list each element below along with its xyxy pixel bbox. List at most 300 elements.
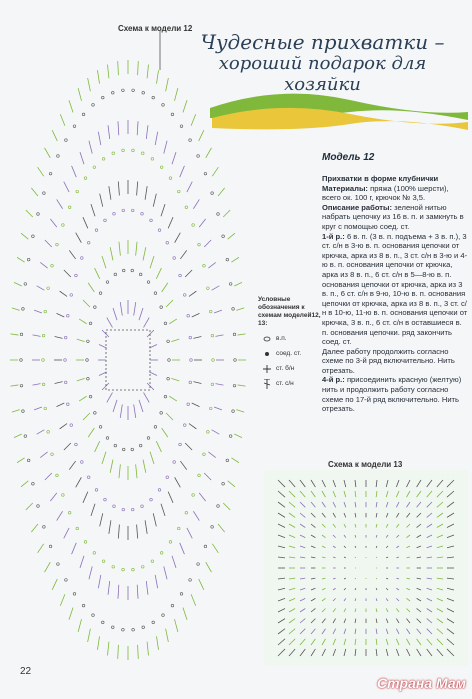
stitch-mark bbox=[226, 459, 229, 462]
stitch-mark bbox=[22, 308, 25, 311]
stitch-mark bbox=[84, 177, 87, 180]
stitch-mark bbox=[197, 155, 200, 158]
stitch-mark bbox=[132, 89, 135, 92]
stitch-mark bbox=[89, 141, 92, 154]
stitch-mark bbox=[76, 477, 82, 487]
stitch-mark bbox=[386, 535, 388, 538]
stitch-mark bbox=[189, 381, 192, 384]
stitch-mark bbox=[98, 132, 100, 145]
stitch-mark bbox=[155, 575, 157, 588]
stitch-mark bbox=[344, 524, 346, 528]
stitch-mark bbox=[344, 578, 346, 579]
stitch-mark bbox=[122, 508, 125, 511]
stitch-mark bbox=[355, 578, 356, 579]
stitch-mark bbox=[49, 172, 52, 175]
stitch-mark bbox=[64, 443, 71, 450]
stitch-mark bbox=[139, 400, 143, 412]
stitch-mark bbox=[51, 453, 54, 456]
stitch-mark bbox=[169, 319, 177, 324]
stitch-mark bbox=[427, 639, 432, 645]
stitch-mark bbox=[152, 621, 155, 624]
stitch-mark bbox=[344, 480, 346, 487]
stitch-mark bbox=[344, 598, 346, 601]
stitch-mark bbox=[322, 578, 326, 579]
stitch-mark bbox=[173, 461, 176, 464]
stitch-mark bbox=[289, 619, 295, 623]
stitch-mark bbox=[207, 431, 210, 434]
stitch-mark bbox=[437, 608, 443, 612]
stitch-mark bbox=[12, 410, 20, 412]
stitch-mark bbox=[139, 273, 142, 276]
stitch-mark bbox=[118, 182, 119, 196]
stitch-mark bbox=[193, 199, 199, 208]
stitch-mark bbox=[168, 217, 173, 228]
stitch-mark bbox=[204, 545, 207, 548]
stitch-mark bbox=[104, 498, 107, 501]
stitch-mark bbox=[141, 566, 144, 569]
stitch-mark bbox=[45, 240, 52, 247]
page-number: 22 bbox=[20, 666, 32, 677]
legend-label-double: ст. с/н bbox=[276, 380, 294, 387]
stitch-mark bbox=[199, 493, 205, 501]
stitch-mark bbox=[300, 578, 305, 579]
stitch-mark bbox=[406, 578, 410, 579]
stitch-mark bbox=[146, 125, 148, 139]
stitch-mark bbox=[64, 270, 71, 277]
stitch-mark bbox=[175, 477, 181, 487]
stitch-mark bbox=[64, 182, 69, 192]
stitch-mark bbox=[102, 560, 105, 563]
stitch-mark bbox=[137, 585, 138, 599]
stitch-mark bbox=[64, 359, 67, 362]
stitch-mark bbox=[166, 413, 173, 420]
stitch-mark bbox=[437, 649, 443, 656]
stitch-mark bbox=[93, 552, 96, 555]
stitch-mark bbox=[139, 444, 142, 447]
stitch-mark bbox=[396, 502, 399, 507]
stitch-mark bbox=[189, 336, 192, 339]
stitch-mark bbox=[199, 579, 204, 590]
stitch-mark bbox=[150, 498, 153, 501]
stitch-mark bbox=[289, 491, 295, 497]
stitch-mark bbox=[173, 257, 176, 260]
stitch-mark bbox=[118, 585, 119, 599]
stitch-mark bbox=[376, 480, 377, 487]
legend-item-single bbox=[258, 364, 328, 374]
stitch-mark bbox=[234, 434, 242, 438]
stitch-mark bbox=[104, 219, 107, 222]
stitch-mark bbox=[406, 491, 410, 497]
stitch-mark bbox=[278, 535, 285, 538]
stitch-mark bbox=[386, 524, 388, 528]
stitch-mark bbox=[333, 557, 336, 558]
stitch-mark bbox=[232, 308, 235, 311]
stitch-mark bbox=[99, 372, 107, 376]
stitch-mark bbox=[75, 443, 78, 446]
row-4-label: 4-й р.: bbox=[322, 375, 345, 385]
stitch-mark bbox=[289, 629, 295, 634]
stitch-mark bbox=[64, 336, 67, 339]
stitch-mark bbox=[108, 581, 110, 595]
decorative-swoosh bbox=[210, 86, 468, 136]
stitch-mark bbox=[311, 524, 315, 528]
stitch-mark bbox=[447, 535, 454, 538]
stitch-mark bbox=[417, 629, 421, 634]
stitch-mark bbox=[406, 524, 410, 528]
stitch-mark bbox=[107, 318, 113, 328]
stitch-mark bbox=[99, 292, 102, 295]
stitch-mark bbox=[300, 619, 305, 623]
stitch-mark bbox=[311, 578, 315, 579]
stitch-mark bbox=[158, 489, 161, 492]
stitch-mark bbox=[149, 344, 157, 348]
stitch-mark bbox=[81, 461, 84, 464]
stitch-mark bbox=[355, 535, 356, 538]
stitch-mark bbox=[141, 212, 144, 215]
stitch-mark bbox=[98, 575, 100, 588]
stitch-mark bbox=[386, 513, 388, 517]
stitch-mark bbox=[166, 629, 169, 642]
stitch-mark bbox=[437, 629, 443, 634]
stitch-mark bbox=[83, 492, 88, 503]
stitch-mark bbox=[333, 578, 336, 579]
stitch-mark bbox=[27, 459, 30, 462]
stitch-mark bbox=[114, 273, 117, 276]
stitch-mark bbox=[102, 256, 106, 268]
stitch-mark bbox=[57, 403, 65, 407]
stitch-mark bbox=[311, 629, 315, 634]
stitch-mark bbox=[396, 619, 399, 623]
stitch-mark bbox=[278, 480, 285, 487]
stitch-mark bbox=[185, 443, 192, 450]
stitch-mark bbox=[149, 372, 157, 376]
stitch-mark bbox=[447, 629, 454, 634]
stitch-mark bbox=[87, 241, 90, 244]
stitch-mark bbox=[300, 502, 305, 507]
stitch-mark bbox=[344, 502, 346, 507]
stitch-mark bbox=[376, 524, 377, 528]
stitch-mark bbox=[50, 219, 56, 227]
stitch-mark bbox=[162, 614, 165, 617]
stitch-mark bbox=[79, 396, 87, 401]
stitch-mark bbox=[167, 377, 170, 380]
stitch-mark bbox=[183, 294, 186, 297]
stitch-mark bbox=[82, 113, 85, 116]
stitch-mark bbox=[406, 629, 410, 634]
stitch-mark bbox=[183, 608, 187, 620]
stitch-mark bbox=[437, 502, 443, 507]
chart-13-drawing bbox=[264, 470, 468, 666]
stitch-mark bbox=[289, 546, 295, 548]
stitch-mark bbox=[45, 148, 51, 158]
stitch-mark bbox=[21, 481, 28, 487]
stitch-mark bbox=[76, 190, 79, 193]
stitch-mark bbox=[108, 642, 109, 656]
stitch-mark bbox=[437, 578, 443, 579]
stitch-mark bbox=[143, 247, 146, 260]
stitch-mark bbox=[322, 639, 326, 645]
stitch-mark bbox=[164, 566, 167, 579]
stitch-mark bbox=[300, 588, 305, 590]
stitch-mark bbox=[278, 546, 285, 548]
stitch-mark bbox=[396, 598, 399, 601]
stitch-mark bbox=[162, 283, 168, 292]
stitch-mark bbox=[427, 546, 432, 548]
stitch-mark bbox=[190, 359, 193, 362]
stitch-mark bbox=[78, 619, 81, 632]
stitch-mark bbox=[386, 491, 388, 497]
stitch-mark bbox=[108, 125, 110, 139]
stitch-mark bbox=[300, 546, 305, 548]
stitch-mark bbox=[311, 557, 315, 558]
materials-label: Материалы: bbox=[322, 183, 368, 193]
stitch-mark bbox=[386, 502, 388, 507]
stitch-mark bbox=[37, 213, 40, 216]
legend bbox=[258, 296, 328, 389]
stitch-mark bbox=[69, 608, 73, 620]
watermark: Страна Мам bbox=[376, 675, 466, 691]
stitch-mark bbox=[137, 121, 138, 135]
stitch-mark bbox=[289, 608, 295, 612]
stitch-mark bbox=[344, 513, 346, 517]
stitch-mark bbox=[427, 588, 432, 590]
stitch-mark bbox=[42, 334, 45, 337]
stitch-mark bbox=[355, 491, 356, 497]
stitch-mark bbox=[232, 410, 235, 413]
stitch-mark bbox=[166, 300, 173, 307]
stitch-mark bbox=[68, 511, 71, 514]
stitch-mark bbox=[355, 524, 356, 528]
stitch-mark bbox=[57, 511, 63, 520]
stitch-mark bbox=[88, 629, 91, 642]
stitch-mark bbox=[122, 149, 125, 152]
description-paragraph bbox=[322, 203, 468, 232]
stitch-mark bbox=[437, 588, 443, 590]
stitch-mark bbox=[153, 513, 156, 526]
stitch-mark bbox=[144, 393, 150, 403]
stitch-mark bbox=[183, 100, 187, 112]
stitch-mark bbox=[427, 619, 432, 623]
stitch-mark bbox=[73, 593, 76, 596]
single-crochet-icon bbox=[258, 364, 276, 374]
stitch-mark bbox=[169, 541, 172, 544]
stitch-mark bbox=[376, 608, 377, 612]
stitch-mark bbox=[311, 513, 315, 517]
row-1-text: 6 в. п. (3 в. п. подъема + 3 в. п.), 3 ст. с/н в 3-ю в. п. основания цепочки от крючка, арка из 8 в. п., 3 ст. с/н в 3-ю и 4-ю в. п. основания цепочки от крючка, арка из 8 в. п., 6 ст. с/н в 5—8-ю в. п. основания цепочки от крючка, арка из 3 в. п., 6 ст. с/н в 9-ю, 10-ю в. п. основания цепочки от крючка, арка из 8 в. п., 3 ст. с/н в 10-ю, 11-ю в. п. основания цепочки от крючка, 3 в. п., 6 ст. с/н в оставшиеся в. п. основания цепочки. ряд закончить соед. ст. bbox=[322, 231, 468, 347]
stitch-mark bbox=[289, 557, 295, 558]
stitch-mark bbox=[160, 306, 163, 309]
article-heading: Прихватки в форме клубнички bbox=[322, 174, 439, 183]
stitch-mark bbox=[417, 546, 421, 548]
stitch-mark bbox=[189, 579, 192, 582]
stitch-mark bbox=[322, 524, 326, 528]
stitch-mark bbox=[171, 378, 179, 380]
stitch-mark bbox=[95, 229, 98, 232]
stitch-mark bbox=[289, 649, 295, 656]
stitch-mark bbox=[180, 166, 185, 177]
stitch-mark bbox=[113, 308, 117, 320]
stitch-mark bbox=[344, 535, 346, 538]
stitch-mark bbox=[223, 210, 230, 217]
stitch-mark bbox=[198, 243, 201, 246]
stitch-mark bbox=[322, 502, 326, 507]
stitch-mark bbox=[289, 578, 295, 579]
stitch-mark bbox=[101, 621, 104, 624]
stitch-mark bbox=[437, 513, 443, 517]
stitch-mark bbox=[355, 513, 356, 517]
stitch-mark bbox=[204, 172, 207, 175]
stitch-mark bbox=[278, 649, 285, 656]
stitch-mark bbox=[355, 629, 356, 634]
stitch-mark bbox=[69, 250, 75, 259]
stitch-mark bbox=[236, 308, 244, 310]
stitch-mark bbox=[344, 557, 346, 558]
stitch-mark bbox=[145, 186, 147, 200]
stitch-mark bbox=[437, 546, 443, 548]
stitch-mark bbox=[147, 330, 154, 337]
stitch-mark bbox=[231, 257, 239, 262]
stitch-mark bbox=[396, 524, 399, 528]
stitch-mark bbox=[144, 318, 150, 328]
stitch-mark bbox=[386, 557, 388, 558]
stitch-mark bbox=[83, 217, 88, 228]
stitch-mark bbox=[189, 139, 192, 142]
stitch-mark bbox=[289, 524, 295, 528]
stitch-mark bbox=[156, 636, 158, 650]
stitch-mark bbox=[102, 158, 105, 161]
stitch-mark bbox=[228, 233, 235, 239]
stitch-mark bbox=[203, 453, 206, 456]
stitch-mark bbox=[175, 233, 181, 243]
stitch-mark bbox=[376, 649, 377, 656]
stitch-mark bbox=[376, 557, 377, 558]
stitch-mark bbox=[152, 96, 155, 99]
stitch-mark bbox=[406, 588, 410, 590]
stitch-mark bbox=[42, 383, 45, 386]
stitch-mark bbox=[92, 614, 95, 617]
stitch-mark bbox=[27, 258, 30, 261]
stitch-mark bbox=[154, 292, 157, 295]
stitch-mark bbox=[322, 513, 326, 517]
title-line-1: Чудесные прихватки – bbox=[200, 30, 445, 54]
stitch-mark bbox=[311, 491, 315, 497]
stitch-mark bbox=[57, 199, 63, 208]
stitch-mark bbox=[83, 413, 90, 420]
stitch-mark bbox=[344, 608, 346, 612]
stitch-mark bbox=[222, 482, 225, 485]
stitch-mark bbox=[180, 461, 186, 470]
stitch-mark bbox=[417, 502, 421, 507]
stitch-mark bbox=[209, 310, 212, 313]
stitch-mark bbox=[156, 441, 161, 452]
stitch-mark bbox=[322, 546, 326, 548]
stitch-mark bbox=[118, 525, 119, 539]
stitch-mark bbox=[311, 639, 315, 645]
stitch-mark bbox=[87, 340, 90, 343]
stitch-mark bbox=[118, 61, 119, 75]
stitch-mark bbox=[40, 262, 47, 268]
stitch-mark bbox=[102, 330, 109, 337]
stitch-mark bbox=[166, 476, 169, 479]
stitch-mark bbox=[322, 649, 326, 656]
materials-text: пряжа (100% шерсти), всего ок. 100 г, крючок № 3,5. bbox=[322, 183, 449, 203]
stitch-mark bbox=[57, 313, 65, 317]
stitch-mark bbox=[151, 158, 154, 161]
stitch-mark bbox=[187, 403, 190, 406]
stitch-mark bbox=[355, 502, 356, 507]
stitch-mark bbox=[199, 219, 205, 227]
stitch-mark bbox=[120, 302, 122, 316]
stitch-mark bbox=[37, 430, 45, 434]
stitch-mark bbox=[322, 619, 326, 623]
stitch-mark bbox=[55, 382, 63, 384]
stitch-mark bbox=[87, 377, 90, 380]
stitch-mark bbox=[427, 491, 432, 497]
stitch-mark bbox=[311, 502, 315, 507]
stitch-mark bbox=[386, 619, 388, 623]
stitch-mark bbox=[211, 526, 214, 529]
stitch-mark bbox=[417, 524, 421, 528]
stitch-mark bbox=[300, 524, 305, 528]
stitch-mark bbox=[289, 513, 295, 517]
stitch-mark bbox=[289, 598, 295, 601]
stitch-mark bbox=[156, 268, 161, 279]
stitch-mark bbox=[300, 639, 305, 645]
stitch-mark bbox=[278, 578, 285, 579]
stitch-mark bbox=[114, 444, 117, 447]
stitch-mark bbox=[406, 639, 410, 645]
stitch-mark bbox=[216, 335, 224, 336]
stitch-mark bbox=[278, 619, 285, 623]
stitch-mark bbox=[131, 209, 134, 212]
stitch-mark bbox=[113, 212, 116, 215]
stitch-mark bbox=[70, 424, 73, 427]
stitch-mark bbox=[88, 428, 94, 437]
stitch-mark bbox=[150, 219, 153, 222]
stitch-mark bbox=[231, 458, 239, 463]
stitch-mark bbox=[311, 546, 315, 548]
stitch-mark bbox=[45, 562, 51, 572]
scheme-12-label: Схема к модели 12 bbox=[118, 24, 193, 33]
stitch-mark bbox=[417, 491, 421, 497]
stitch-mark bbox=[31, 188, 38, 196]
stitch-mark bbox=[180, 593, 183, 596]
stitch-mark bbox=[10, 385, 18, 386]
stitch-mark bbox=[238, 385, 246, 386]
stitch-mark bbox=[322, 535, 326, 538]
chain-stitch-icon bbox=[258, 334, 276, 344]
stitch-mark bbox=[44, 407, 47, 410]
stitch-mark bbox=[406, 502, 410, 507]
stitch-mark bbox=[203, 264, 206, 267]
stitch-mark bbox=[447, 639, 454, 645]
stitch-mark bbox=[396, 629, 399, 634]
stitch-mark bbox=[206, 148, 212, 158]
stitch-mark bbox=[62, 494, 65, 497]
stitch-mark bbox=[333, 491, 336, 497]
stitch-mark bbox=[386, 588, 388, 590]
stitch-mark bbox=[447, 557, 454, 558]
stitch-mark bbox=[141, 152, 144, 155]
stitch-mark bbox=[376, 619, 377, 623]
stitch-mark bbox=[218, 188, 225, 196]
stitch-mark bbox=[45, 473, 52, 480]
stitch-mark bbox=[119, 242, 120, 256]
stitch-mark bbox=[447, 588, 454, 590]
stitch-mark bbox=[100, 194, 103, 207]
stitch-mark bbox=[311, 619, 315, 623]
stitch-mark bbox=[150, 452, 154, 464]
